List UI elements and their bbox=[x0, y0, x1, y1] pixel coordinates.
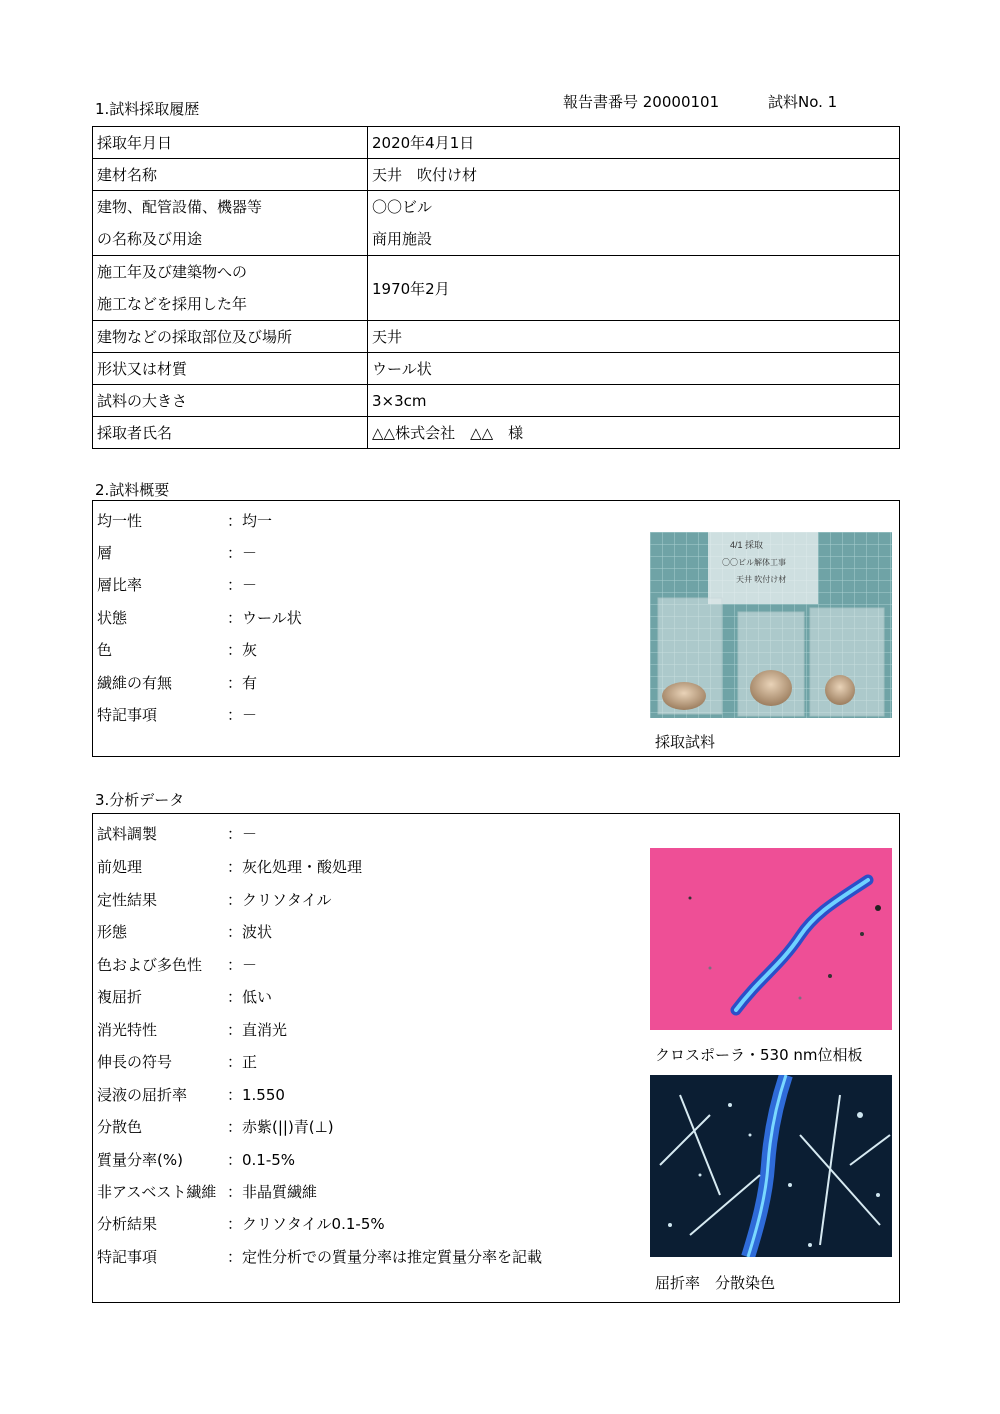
section3-title: 3.分析データ bbox=[95, 791, 185, 809]
micrograph1-caption: クロスポーラ・530 nm位相板 bbox=[655, 1046, 863, 1064]
analysis-value: ：赤紫(||)青(⊥) bbox=[227, 1118, 334, 1136]
row-key: 建材名称 bbox=[93, 159, 368, 191]
table-row bbox=[93, 256, 900, 321]
row-key-line: 施工年及び建築物への bbox=[97, 263, 248, 281]
overview-value: ：－ bbox=[227, 544, 258, 562]
row-value: ウール状 bbox=[368, 353, 900, 385]
row-value: 3×3cm bbox=[368, 385, 900, 417]
analysis-value: ：0.1-5% bbox=[227, 1151, 296, 1169]
row-key: 採取年月日 bbox=[93, 127, 368, 159]
analysis-label: 消光特性 bbox=[97, 1021, 158, 1039]
dispersion-staining-micrograph bbox=[650, 1075, 892, 1257]
photo-label-text: 〇〇ビル解体工事 bbox=[722, 558, 786, 567]
analysis-label: 前処理 bbox=[97, 858, 143, 876]
overview-value: ：有 bbox=[227, 674, 258, 692]
row-value: △△株式会社 △△ 様 bbox=[368, 417, 900, 449]
overview-label: 均一性 bbox=[97, 512, 143, 530]
analysis-data-box bbox=[92, 813, 900, 1303]
row-value: 天井 bbox=[368, 321, 900, 353]
overview-label: 状態 bbox=[97, 609, 128, 627]
analysis-label: 試料調製 bbox=[97, 825, 158, 843]
table-row bbox=[93, 191, 900, 256]
crossed-polars-micrograph bbox=[650, 848, 892, 1030]
row-key-line: 建物、配管設備、機器等 bbox=[97, 198, 263, 216]
analysis-label: 質量分率(%) bbox=[97, 1151, 183, 1169]
table-row bbox=[93, 385, 900, 417]
row-value-line: 商用施設 bbox=[372, 230, 433, 248]
analysis-value: ：定性分析での質量分率は推定質量分率を記載 bbox=[227, 1248, 543, 1266]
overview-label: 層 bbox=[97, 544, 113, 562]
row-key: 試料の大きさ bbox=[93, 385, 368, 417]
analysis-value: ：灰化処理・酸処理 bbox=[227, 858, 363, 876]
row-key: 形状又は材質 bbox=[93, 353, 368, 385]
section2-title: 2.試料概要 bbox=[95, 481, 170, 499]
sample-photo-caption: 採取試料 bbox=[655, 733, 716, 751]
overview-label: 特記事項 bbox=[97, 706, 158, 724]
row-value: 2020年4月1日 bbox=[368, 127, 900, 159]
analysis-value: ：波状 bbox=[227, 923, 273, 941]
table-row bbox=[93, 321, 900, 353]
row-key-line: の名称及び用途 bbox=[97, 230, 203, 248]
table-row bbox=[93, 417, 900, 449]
table-row bbox=[93, 353, 900, 385]
analysis-value: ：クリソタイル bbox=[227, 891, 332, 909]
sampling-history-table bbox=[92, 126, 900, 449]
analysis-value: ：低い bbox=[227, 988, 273, 1006]
report-number: 報告書番号 20000101 bbox=[563, 93, 720, 111]
row-key-line: 施工などを採用した年 bbox=[97, 295, 248, 313]
row-key bbox=[93, 256, 368, 321]
analysis-label: 形態 bbox=[97, 923, 128, 941]
overview-label: 繊維の有無 bbox=[97, 674, 173, 692]
analysis-value: ：非晶質繊維 bbox=[227, 1183, 318, 1201]
row-key bbox=[93, 191, 368, 256]
analysis-value: ：－ bbox=[227, 956, 258, 974]
row-key: 採取者氏名 bbox=[93, 417, 368, 449]
row-value bbox=[368, 191, 900, 256]
overview-label: 層比率 bbox=[97, 576, 143, 594]
analysis-value: ：直消光 bbox=[227, 1021, 288, 1039]
overview-value: ：均一 bbox=[227, 512, 273, 530]
overview-value: ：ウール状 bbox=[227, 609, 302, 627]
overview-value: ：－ bbox=[227, 576, 258, 594]
row-value: 天井 吹付け材 bbox=[368, 159, 900, 191]
analysis-label: 非アスベスト繊維 bbox=[97, 1183, 217, 1201]
table-row bbox=[93, 159, 900, 191]
sample-photo bbox=[650, 532, 892, 718]
row-value: 1970年2月 bbox=[368, 256, 900, 321]
photo-label-text: 天井 吹付け材 bbox=[736, 575, 787, 584]
sample-number: 試料No. 1 bbox=[768, 93, 838, 111]
analysis-value: ：1.550 bbox=[227, 1086, 285, 1104]
photo-label-text: 4/1 採取 bbox=[730, 540, 764, 550]
analysis-value: ：－ bbox=[227, 825, 258, 843]
analysis-label: 特記事項 bbox=[97, 1248, 158, 1266]
row-value-line: 〇〇ビル bbox=[372, 198, 433, 216]
row-key: 建物などの採取部位及び場所 bbox=[93, 321, 368, 353]
analysis-label: 浸液の屈折率 bbox=[97, 1086, 188, 1104]
section1-title: 1.試料採取履歴 bbox=[95, 100, 200, 118]
micrograph2-caption: 屈折率 分散染色 bbox=[655, 1274, 776, 1292]
overview-label: 色 bbox=[97, 641, 113, 659]
overview-value: ：灰 bbox=[227, 641, 258, 659]
analysis-label: 分析結果 bbox=[97, 1215, 158, 1233]
analysis-value: ：正 bbox=[227, 1053, 258, 1071]
table-row bbox=[93, 127, 900, 159]
overview-value: ：－ bbox=[227, 706, 258, 724]
analysis-label: 分散色 bbox=[97, 1118, 143, 1136]
analysis-value: ：クリソタイル0.1-5% bbox=[227, 1215, 385, 1233]
analysis-label: 色および多色性 bbox=[97, 956, 203, 974]
analysis-label: 定性結果 bbox=[97, 891, 158, 909]
sample-overview-box bbox=[92, 500, 900, 757]
analysis-label: 複屈折 bbox=[97, 988, 143, 1006]
analysis-label: 伸長の符号 bbox=[97, 1053, 173, 1071]
